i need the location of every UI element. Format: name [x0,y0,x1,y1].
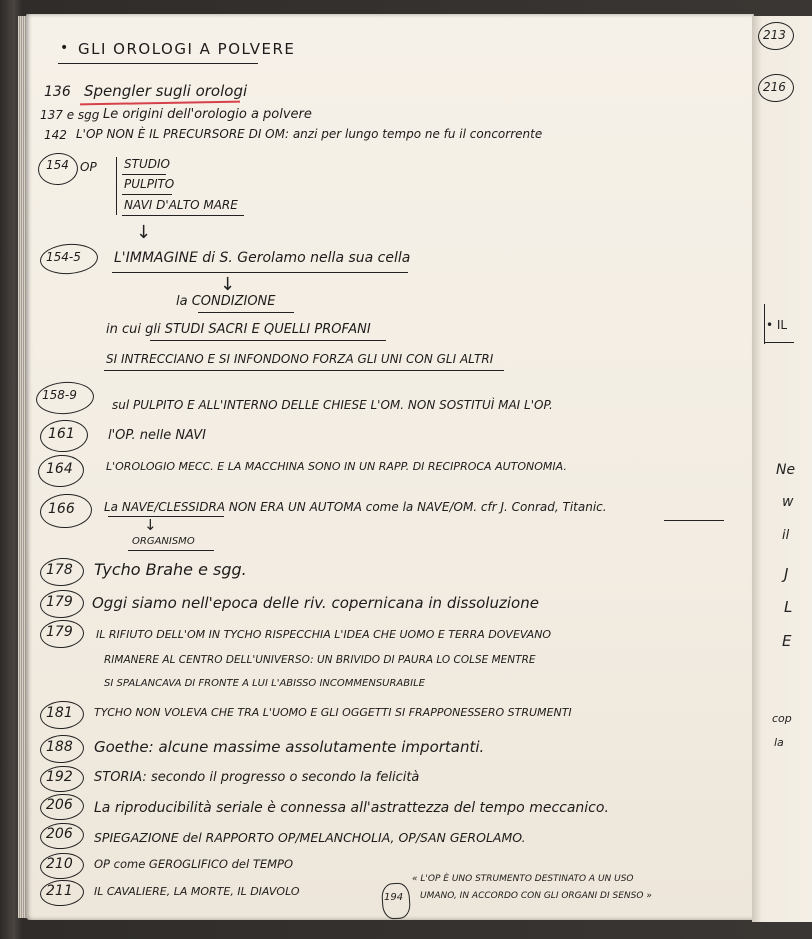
note-origini: Le origini dell'orologio a polvere [103,107,312,122]
page-ref-161: 161 [48,426,75,442]
arrow-down-icon: ↓ [220,274,236,295]
page-ref-154-5: 154-5 [46,250,81,264]
underline-organismo [128,550,214,551]
note-tycho: Tycho Brahe e sgg. [94,560,247,579]
right-ref-213: 213 [763,28,786,42]
note-immagine: L'IMMAGINE di S. Gerolamo nella sua cella [114,250,411,266]
underline-titanic [664,520,724,521]
quote-line-1: « L'OP È UNO STRUMENTO DESTINATO A UN USO [412,874,634,884]
note-studi: in cui gli STUDI SACRI E QUELLI PROFANI [106,322,371,337]
arrow-down-icon: ↓ [144,516,157,534]
note-cavaliere: IL CAVALIERE, LA MORTE, IL DIAVOLO [94,885,300,898]
page-ref-179: 179 [46,594,73,610]
note-rimanere: RIMANERE AL CENTRO DELL'UNIVERSO: UN BRIVIDO DI PAURA LO COLSE MENTRE [104,654,536,666]
note-navi-op: l'OP. nelle NAVI [108,428,207,443]
note-orologio-mecc: L'OROLOGIO MECC. E LA MACCHINA SONO IN UN RAPP. DI RECIPROCA AUTONOMIA. [106,460,567,473]
right-heading: • IL [766,318,788,332]
note-pulpito: PULPITO [124,177,175,191]
note-spengler: Spengler sugli orologi [84,82,248,100]
note-geroglifico: OP come GEROGLIFICO del TEMPO [94,857,294,871]
note-goethe: Goethe: alcune massime assolutamente importanti. [94,738,485,756]
note-condizione: la CONDIZIONE [176,294,276,309]
note-storia: STORIA: secondo il progresso o secondo la felicità [94,770,420,785]
page-ref-211: 211 [46,883,73,899]
right-fragment-7: cop [772,712,792,725]
page-ref-142: 142 [44,128,67,142]
note-organismo: ORGANISMO [132,536,195,547]
note-nave-clessidra: La NAVE/CLESSIDRA NON ERA UN AUTOMA come la NAVE/OM. cfr J. Conrad, Titanic. [104,500,607,514]
page-ref-154: 154 [46,158,69,172]
underline-studi [150,340,386,341]
bracket-line [116,157,117,215]
underline-condizione [198,312,294,313]
page-title: GLI OROLOGI A POLVERE [78,40,296,58]
page-ref-136: 136 [44,84,71,100]
note-precursore: L'OP NON È IL PRECURSORE DI OM: anzi per lungo tempo ne fu il concorrente [76,127,543,141]
note-op: OP [80,160,97,174]
page-ref-178: 178 [46,562,73,578]
right-heading-underline [764,342,794,343]
right-fragment-3: il [782,528,790,543]
underline-immagine [112,272,408,273]
right-fragment-8: la [774,736,784,749]
page-ref-166: 166 [48,501,75,517]
right-fragment-6: E [782,632,792,650]
note-studio: STUDIO [124,157,170,171]
page-ref-206b: 206 [46,826,73,842]
note-tycho-oggetti: TYCHO NON VOLEVA CHE TRA L'UOMO E GLI OGGETTI SI FRAPPONESSERO STRUMENTI [94,706,572,719]
page-ref-158-9: 158-9 [42,388,77,402]
title-underline [58,63,258,64]
right-fragment-2: w [782,494,794,510]
underline-navi [122,215,244,216]
underline-pulpito [122,194,172,195]
note-rifiuto: IL RIFIUTO DELL'OM IN TYCHO RISPECCHIA L'IDEA CHE UOMO E TERRA DOVEVANO [96,628,552,641]
page-ref-179b: 179 [46,624,73,640]
page-ref-137: 137 e sgg [40,108,100,122]
right-fragment-1: Ne [776,462,796,478]
note-pulpito-chiese: sul PULPITO E ALL'INTERNO DELLE CHIESE L'OM. NON SOSTITUÌ MAI L'OP. [112,398,553,412]
underline-studio [122,174,166,175]
note-intrecciano: SI INTRECCIANO E SI INFONDONO FORZA GLI UNI CON GLI ALTRI [106,352,494,366]
right-fragment-5: L [784,598,793,616]
note-oggi: Oggi siamo nell'epoca delle riv. copernicana in dissoluzione [92,594,539,612]
note-navi: NAVI D'ALTO MARE [124,198,238,212]
bullet: • [60,40,69,56]
quote-line-2: UMANO, IN ACCORDO CON GLI ORGANI DI SENSO » [420,891,652,901]
note-spalancava: SI SPALANCAVA DI FRONTE A LUI L'ABISSO INCOMMENSURABILE [104,678,425,689]
right-fragment-4: J [784,565,789,583]
page-ref-194: 194 [384,892,404,903]
page-ref-181: 181 [46,705,73,721]
note-spiegazione: SPIEGAZIONE del RAPPORTO OP/MELANCHOLIA, OP/SAN GEROLAMO. [94,830,526,845]
arrow-down-icon: ↓ [136,222,152,243]
note-riproducibilita: La riproducibilità seriale è connessa all'astrattezza del tempo meccanico. [94,800,609,816]
underline-intrecciano [104,370,504,371]
page-ref-206: 206 [46,797,73,813]
page-ref-188: 188 [46,739,73,755]
page-ref-210: 210 [46,856,73,872]
right-ref-216: 216 [763,80,786,94]
underline-nave-clessidra [108,516,224,517]
page-ref-192: 192 [46,769,73,785]
page-ref-164: 164 [46,461,73,477]
